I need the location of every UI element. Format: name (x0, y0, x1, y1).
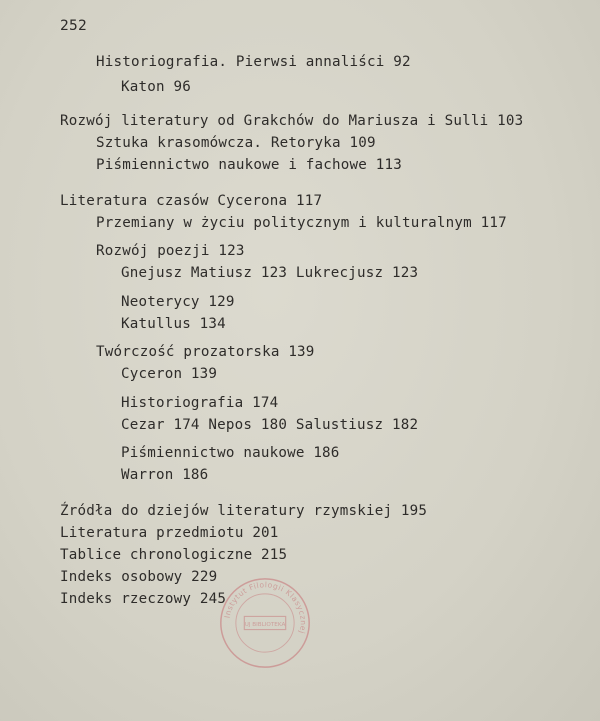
toc-entry: Katullus 134 (121, 316, 226, 332)
toc-entry: Piśmiennictwo naukowe i fachowe 113 (96, 157, 402, 173)
toc-entry: Źródła do dziejów literatury rzymskiej 195 (60, 503, 428, 519)
toc-entry: Indeks osobowy 229 (60, 569, 218, 585)
stamp-ring-text: Instytut Filologii Klasycznej (222, 580, 308, 635)
toc-entry: Literatura przedmiotu 201 (60, 525, 279, 541)
toc-entry: Piśmiennictwo naukowe 186 (121, 445, 340, 461)
toc-entry: Rozwój literatury od Grakchów do Mariusza i Sulli 103 (60, 113, 524, 129)
toc-entry: Przemiany w życiu politycznym i kulturalnym 117 (96, 215, 507, 231)
toc-entry: Sztuka krasomówcza. Retoryka 109 (96, 135, 376, 151)
toc-entry: Literatura czasów Cycerona 117 (60, 193, 323, 209)
library-stamp (218, 576, 312, 670)
toc-entry: Neoterycy 129 (121, 294, 235, 310)
toc-entry: Tablice chronologiczne 215 (60, 547, 288, 563)
toc-entry: Twórczość prozatorska 139 (96, 344, 315, 360)
stamp-center-text: UJ BIBLIOTEKA (244, 622, 286, 629)
page-number: 252 (60, 18, 88, 34)
toc-entry: Historiografia. Pierwsi annaliści 92 (96, 54, 411, 70)
toc-entry: Gnejusz Matiusz 123 Lukrecjusz 123 (121, 265, 419, 281)
toc-entry: Cyceron 139 (121, 366, 218, 382)
toc-entry: Rozwój poezji 123 (96, 243, 245, 259)
toc-entry: Katon 96 (121, 79, 191, 95)
toc-entry: Historiografia 174 (121, 395, 279, 411)
toc-entry: Warron 186 (121, 467, 209, 483)
toc-entry: Cezar 174 Nepos 180 Salustiusz 182 (121, 417, 419, 433)
toc-entry: Indeks rzeczowy 245 (60, 591, 227, 607)
